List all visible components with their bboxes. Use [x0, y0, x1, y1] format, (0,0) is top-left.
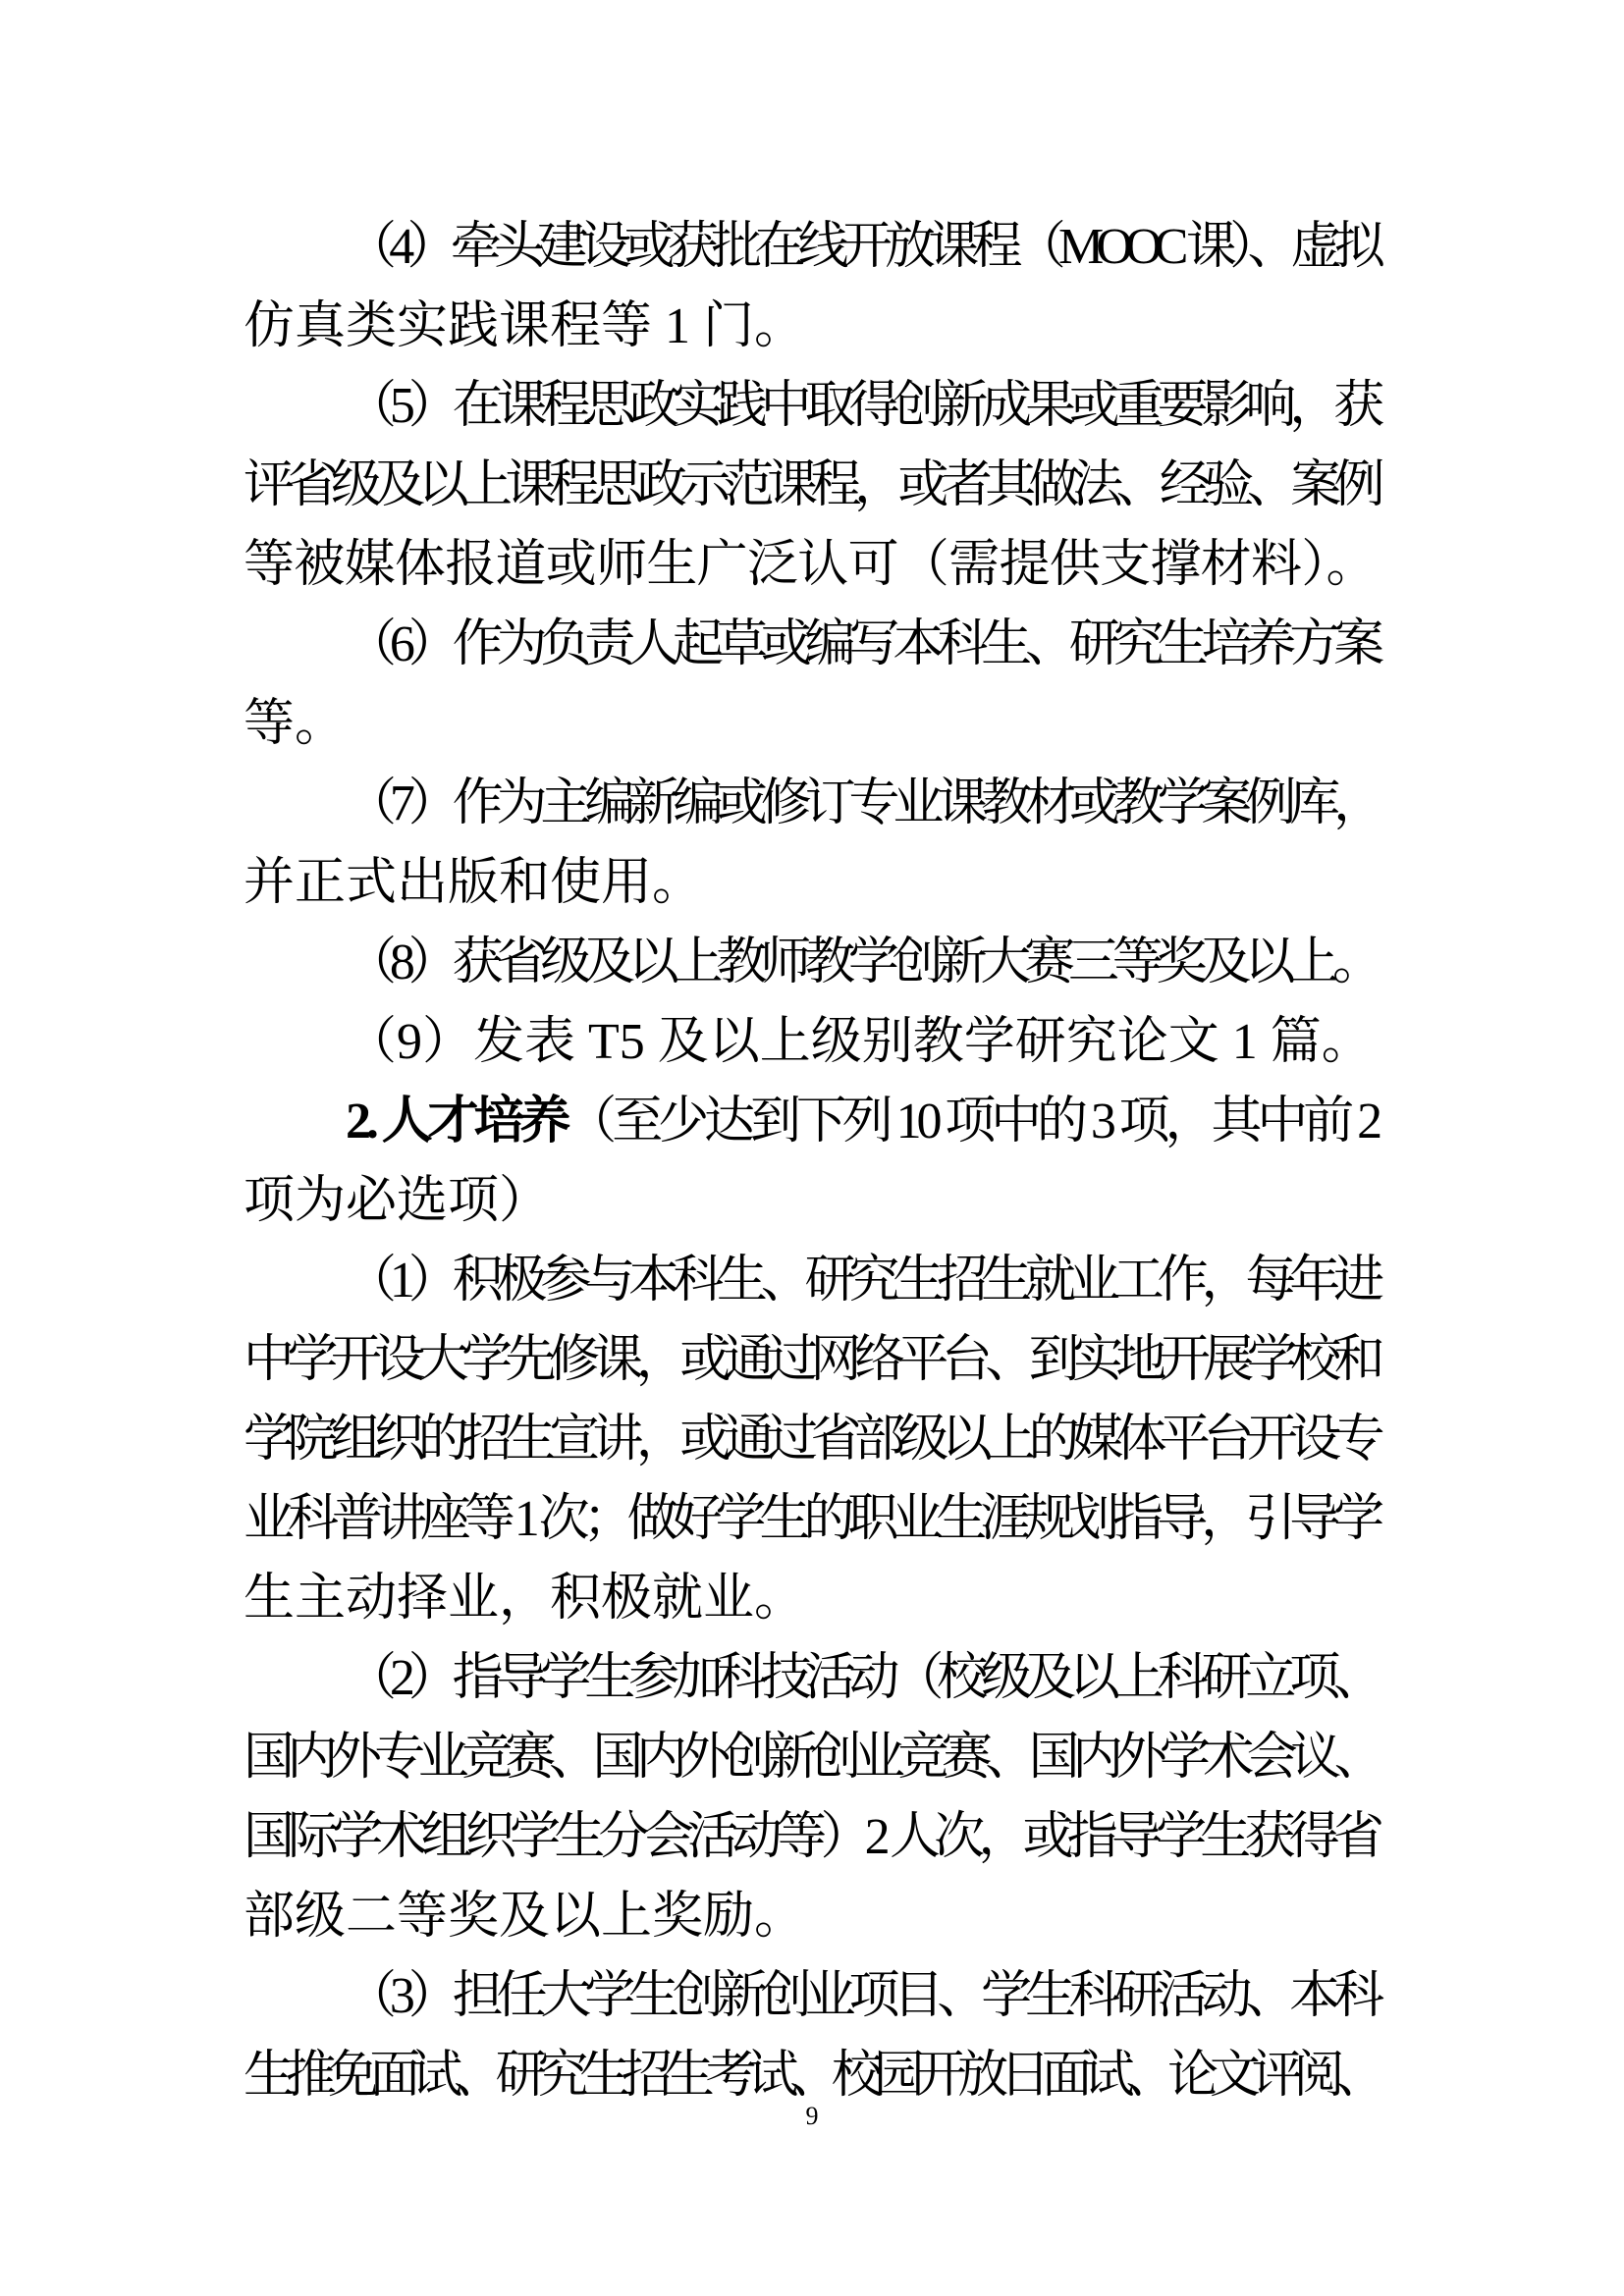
line-text: 部级二等奖及以上奖励。: [244, 1889, 806, 1945]
line-text: 中学开设大学先修课，或通过网络平台、到实地开展学校和: [244, 1332, 1378, 1388]
text-line: [244, 366, 1378, 446]
text-line: [244, 1161, 1378, 1241]
text-line: [244, 1797, 1378, 1877]
text-line: [244, 1082, 1378, 1161]
text-line: [244, 923, 1378, 1002]
text-line: [244, 207, 1378, 287]
text-line: [244, 287, 1378, 366]
line-text: 等被媒体报道或师生广泛认可（需提供支撑材料）。: [244, 537, 1377, 593]
text-line: [244, 1320, 1378, 1400]
line-text: （4）牵头建设或获批在线开放课程（MOOC 课）、虚拟: [346, 219, 1378, 275]
text-line: [244, 684, 1378, 764]
line-text: 生推免面试、研究生招生考试、校园开放日面试、论文评阅、: [244, 2048, 1378, 2104]
text-line: [244, 1718, 1378, 1797]
text-line: [244, 764, 1378, 843]
text-line: [244, 1956, 1378, 2036]
line-text: 国内外专业竞赛、国内外创新创业竞赛、国内外学术会议、: [244, 1730, 1378, 1786]
text-line: [244, 843, 1378, 923]
page-number: 9: [805, 2102, 819, 2130]
text-line: [244, 525, 1378, 605]
text-line: [244, 1877, 1378, 1956]
text-line: [244, 1400, 1378, 1479]
text-line: [244, 1479, 1378, 1559]
line-text: （1）积极参与本科生、研究生招生就业工作，每年进: [346, 1253, 1378, 1308]
line-text: 评省级及以上课程思政示范课程，或者其做法、经验、案例: [244, 457, 1378, 513]
text-line: [244, 1559, 1378, 1638]
text-line: [244, 446, 1378, 525]
line-text: 仿真类实践课程等 1 门。: [244, 298, 806, 354]
line-text: 项为必选项）: [244, 1173, 551, 1229]
text-line: [244, 1002, 1378, 1082]
text-line: [244, 1638, 1378, 1718]
line-text: 生主动择业，积极就业。: [244, 1571, 806, 1627]
line-text: （至少达到下列 10 项中的 3 项，其中前 2: [566, 1094, 1378, 1149]
line-text: 并正式出版和使用。: [244, 855, 704, 911]
text-line: [244, 605, 1378, 684]
line-text: （9）发表 T5 及以上级别教学研究论文 1 篇。: [346, 1014, 1373, 1070]
line-text: （7）作为主编新编或修订专业课教材或教学案例库，: [346, 775, 1378, 831]
line-text: 国际学术组织学生分会活动等）2 人次，或指导学生获得省: [244, 1809, 1378, 1865]
line-text: （5）在课程思政实践中取得创新成果或重要影响，获: [346, 378, 1378, 434]
text-block: [244, 207, 1378, 2115]
line-text: （2）指导学生参加科技活动（校级及以上科研立项、: [346, 1650, 1378, 1706]
line-text: （6）作为负责人起草或编写本科生、研究生培养方案: [346, 616, 1378, 672]
line-text: 学院组织的招生宣讲，或通过省部级以上的媒体平台开设专: [244, 1412, 1378, 1468]
line-text: 业科普讲座等 1 次；做好学生的职业生涯规划指导，引导学: [244, 1491, 1378, 1547]
text-line: [244, 1241, 1378, 1320]
bold-heading: 2. 人才培养: [346, 1094, 567, 1149]
line-text: （3）担任大学生创新创业项目、学生科研活动、本科: [346, 1968, 1378, 2024]
line-text: （8）获省级及以上教师教学创新大赛三等奖及以上。: [346, 934, 1377, 990]
line-text: 等。: [244, 696, 347, 752]
